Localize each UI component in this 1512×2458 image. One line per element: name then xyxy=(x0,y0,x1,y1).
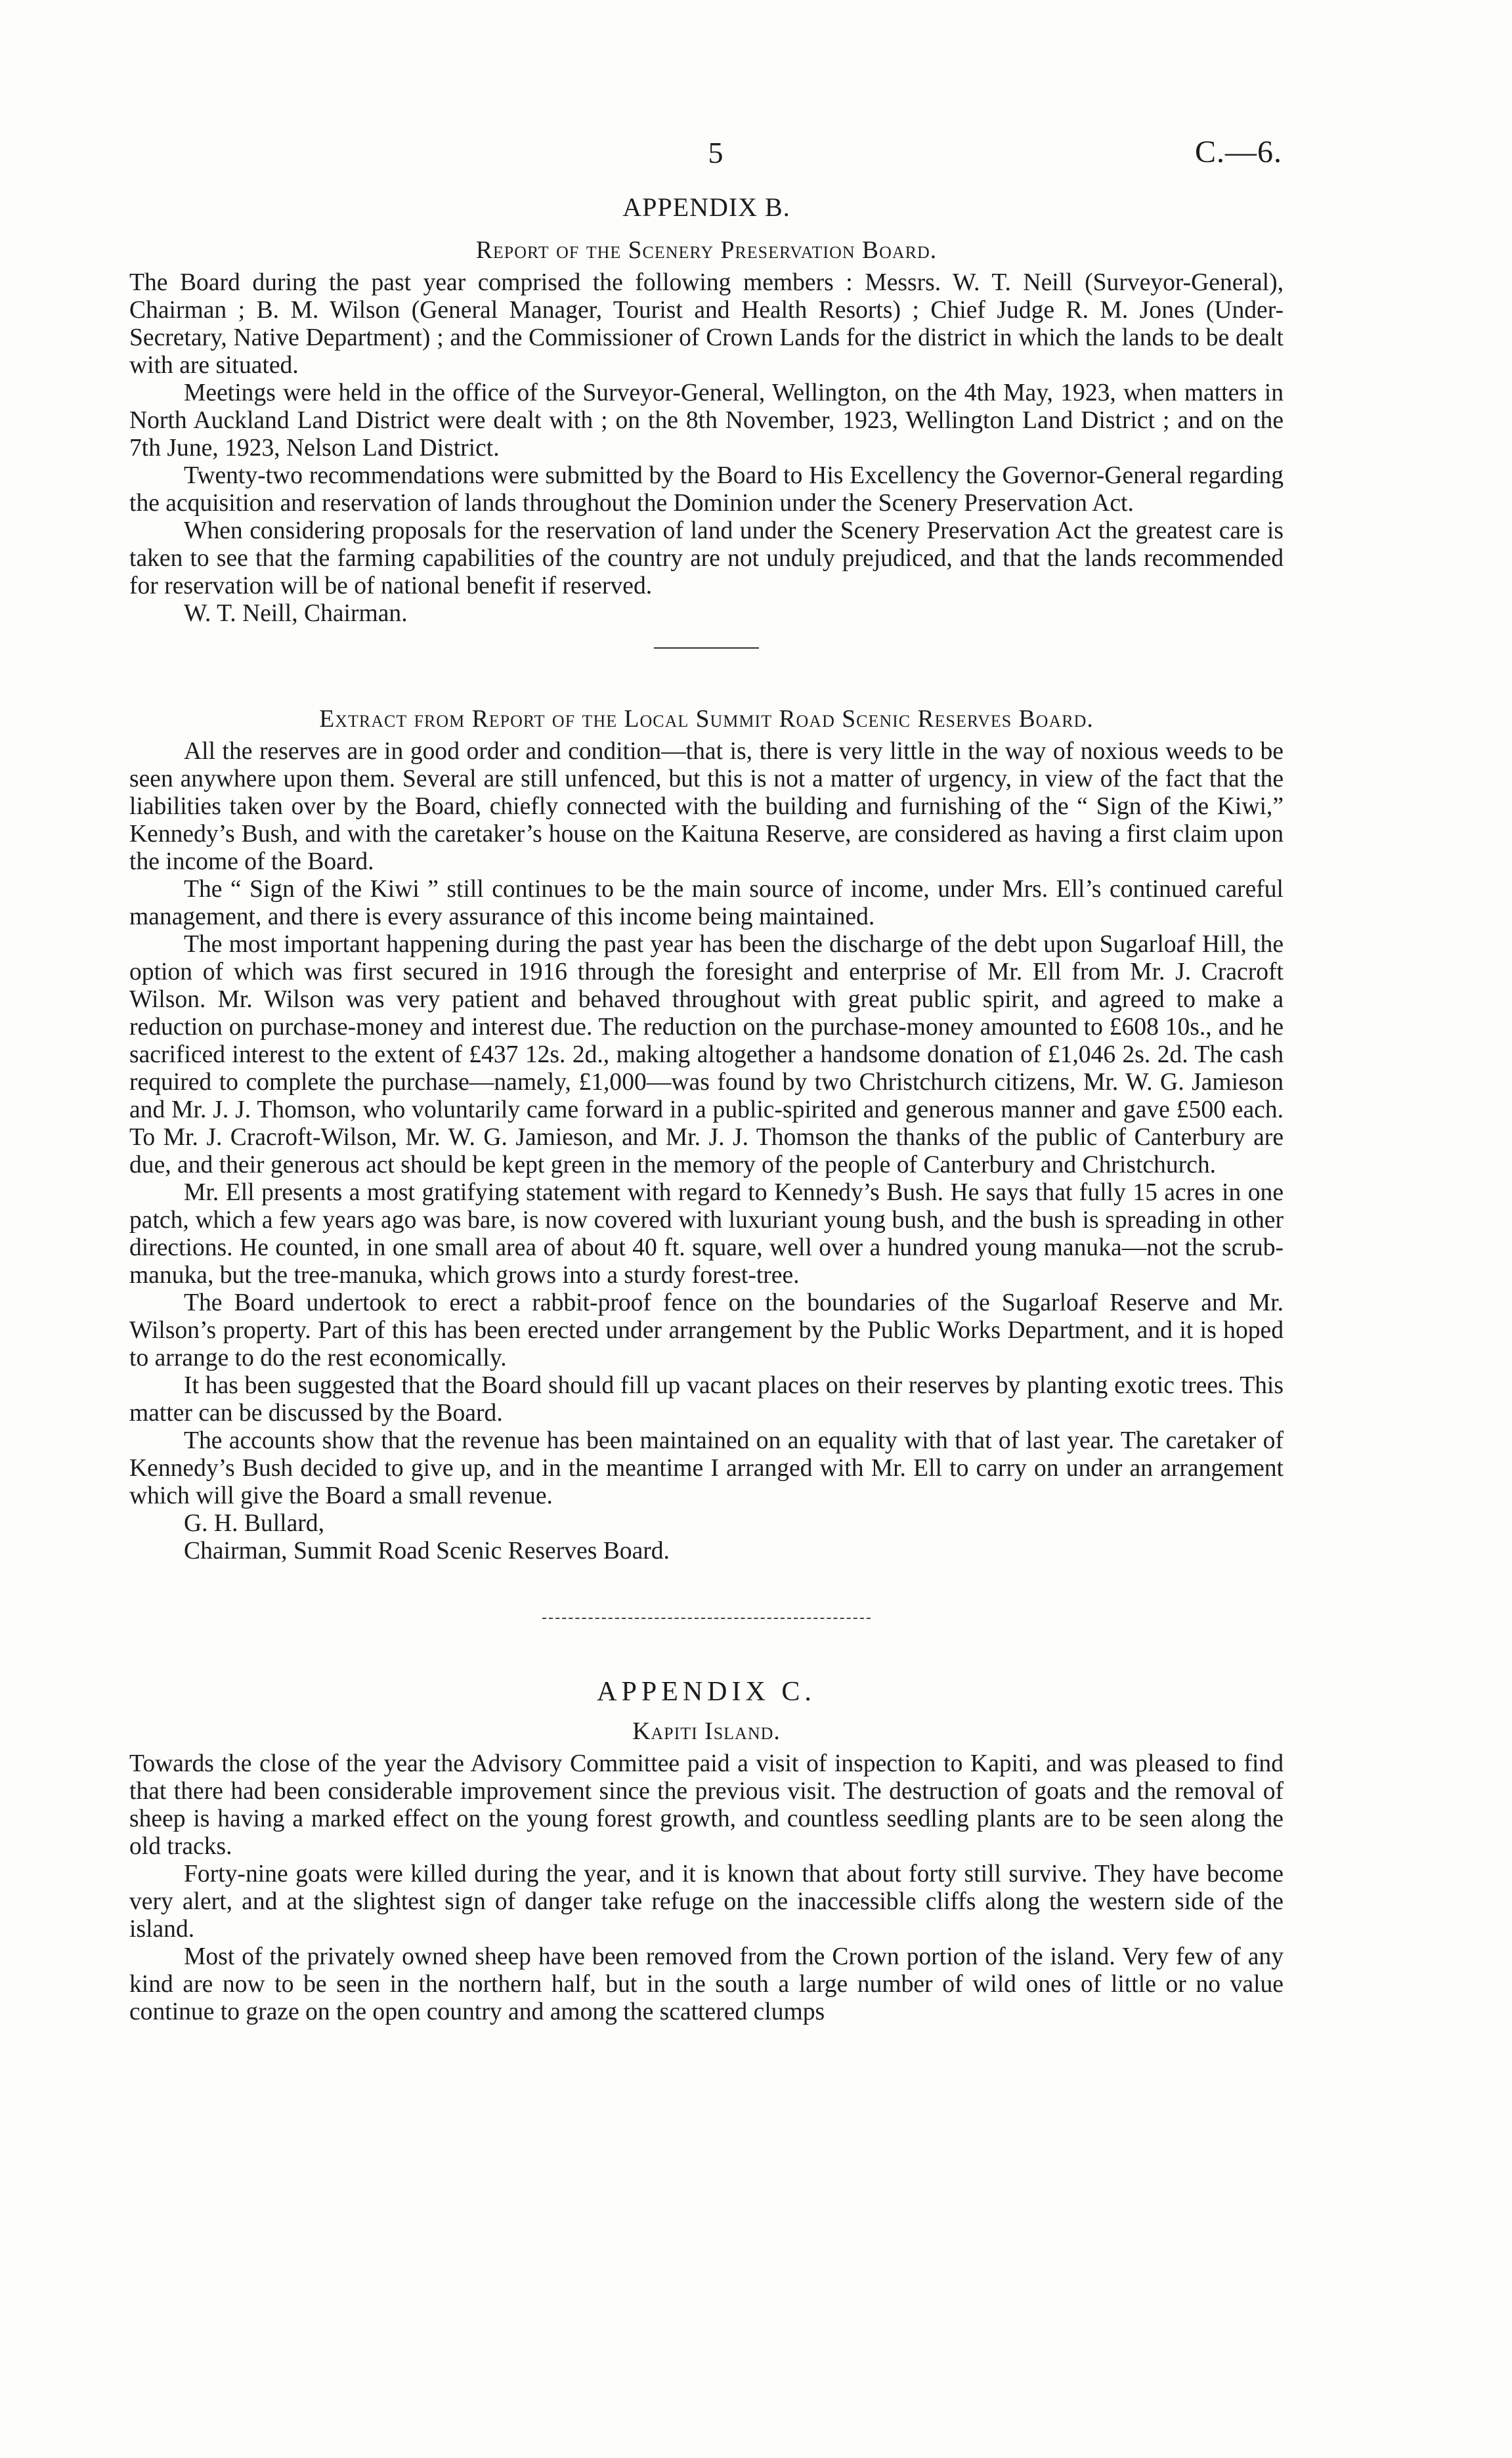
paragraph: Towards the close of the year the Advisory Committee paid a visit of inspection to Kapiti, and was pleased to find that there had been considerable improvement since the previous visit. The destruction of goats and the removal of sheep is having a marked effect on the young forest growth, and countless seedling plants are to be seen along the old tracks. xyxy=(129,1750,1284,1860)
paragraph: The accounts show that the revenue has been maintained on an equality with that of last year. The caretaker of Kennedy’s Bush decided to give up, and in the meantime I arranged with Mr. Ell to carry on under an arrangement which will give the Board a small revenue. xyxy=(129,1427,1284,1509)
paragraph: Twenty-two recommendations were submitted by the Board to His Excellency the Governor-General regarding the acquisition and reservation of lands throughout the Dominion under the Scenery Preservation Act. xyxy=(129,462,1284,517)
page-number: 5 xyxy=(708,136,724,169)
paragraph: When considering proposals for the reservation of land under the Scenery Preservation Act the greatest care is taken to see that the farming capabilities of the country are not unduly prejudiced, and that the lands recommended for reservation will be of national benefit if reserved. xyxy=(129,517,1284,599)
extract-title: Extract from Report of the Local Summit Road Scenic Reserves Board. xyxy=(319,706,1094,733)
appendix-c-title: APPENDIX C. xyxy=(597,1677,816,1707)
paragraph: The Board undertook to erect a rabbit-proof fence on the boundaries of the Sugarloaf Reserve and Mr. Wilson’s property. Part of this has been erected under arrangement by the Public Works Department, and it is hoped to arrange to do the rest economically. xyxy=(129,1289,1284,1371)
appendix-b-signature: W. T. Neill, Chairman. xyxy=(184,600,408,627)
paragraph: The Board during the past year comprised the following members : Messrs. W. T. Neill (Surveyor-General), Chairman ; B. M. Wilson (General Manager, Tourist and Health Resorts) ; Chief Judge R. M. Jones (Under-Secretary, Native Department) ; and the Commissioner of Crown Lands for the district in which the lands to be dealt with are situated. xyxy=(129,269,1284,379)
extract-signature-name: G. H. Bullard, xyxy=(184,1510,324,1537)
page-body xyxy=(129,192,1284,2026)
extract-signature-title: Chairman, Summit Road Scenic Reserves Board. xyxy=(184,1538,670,1564)
appendix-b-subtitle: Report of the Scenery Preservation Board. xyxy=(475,237,938,264)
paragraph: Most of the privately owned sheep have been removed from the Crown portion of the island. Very few of any kind are now to be seen in the northern half, but in the south a large number of wild ones of little or no value continue to graze on the open country and among the scattered clumps xyxy=(129,1943,1284,2025)
appendix-b-title: APPENDIX B. xyxy=(622,192,790,222)
paragraph: The “ Sign of the Kiwi ” still continues to be the main source of income, under Mrs. Ell’s continued careful management, and there is every assurance of this income being maintained. xyxy=(129,876,1284,930)
section-divider xyxy=(542,1618,871,1619)
paragraph: All the reserves are in good order and condition—that is, there is very little in the way of noxious weeds to be seen anywhere upon them. Several are still unfenced, but this is not a matter of urgency, in view of the fact that the liabilities taken over by the Board, chiefly connected with the building and furnishing of the “ Sign of the Kiwi,” Kennedy’s Bush, and with the caretaker’s house on the Kaituna Reserve, are considered as having a first claim upon the income of the Board. xyxy=(129,738,1284,875)
paragraph: Mr. Ell presents a most gratifying statement with regard to Kennedy’s Bush. He says that fully 15 acres in one patch, which a few years ago was bare, is now covered with luxuriant young bush, and the bush is spreading in other directions. He counted, in one small area of about 40 ft. square, well over a hundred young manuka—not the scrub-manuka, but the tree-manuka, which grows into a sturdy forest-tree. xyxy=(129,1179,1284,1289)
paragraph: It has been suggested that the Board should fill up vacant places on their reserves by planting exotic trees. This matter can be discussed by the Board. xyxy=(129,1372,1284,1427)
document-reference: C.—6. xyxy=(1195,135,1283,169)
paragraph: The most important happening during the past year has been the discharge of the debt upon Sugarloaf Hill, the option of which was first secured in 1916 through the foresight and enterprise of Mr. Ell from Mr. J. Cracroft Wilson. Mr. Wilson was very patient and behaved throughout with great public spirit, and agreed to make a reduction on purchase-money and interest due. The reduction on the purchase-money amounted to £608 10s., and he sacrificed interest to the extent of £437 12s. 2d., making altogether a handsome donation of £1,046 2s. 2d. The cash required to complete the purchase—namely, £1,000—was found by two Christchurch citizens, Mr. W. G. Jamieson and Mr. J. J. Thomson, who voluntarily came forward in a public-spirited and generous manner and gave £500 each. To Mr. J. Cracroft-Wilson, Mr. W. G. Jamieson, and Mr. J. J. Thomson the thanks of the public of Canterbury are due, and their generous act should be kept green in the memory of the people of Canterbury and Christchurch. xyxy=(129,931,1284,1178)
paragraph: Meetings were held in the office of the Surveyor-General, Wellington, on the 4th May, 1923, when matters in North Auckland Land District were dealt with ; on the 8th November, 1923, Wellington Land District ; and on the 7th June, 1923, Nelson Land District. xyxy=(129,379,1284,462)
paragraph: Forty-nine goats were killed during the year, and it is known that about forty still survive. They have become very alert, and at the slightest sign of danger take refuge on the inaccessible cliffs along the western side of the island. xyxy=(129,1861,1284,1943)
appendix-c-subtitle: Kapiti Island. xyxy=(632,1718,781,1745)
section-divider xyxy=(654,647,759,649)
